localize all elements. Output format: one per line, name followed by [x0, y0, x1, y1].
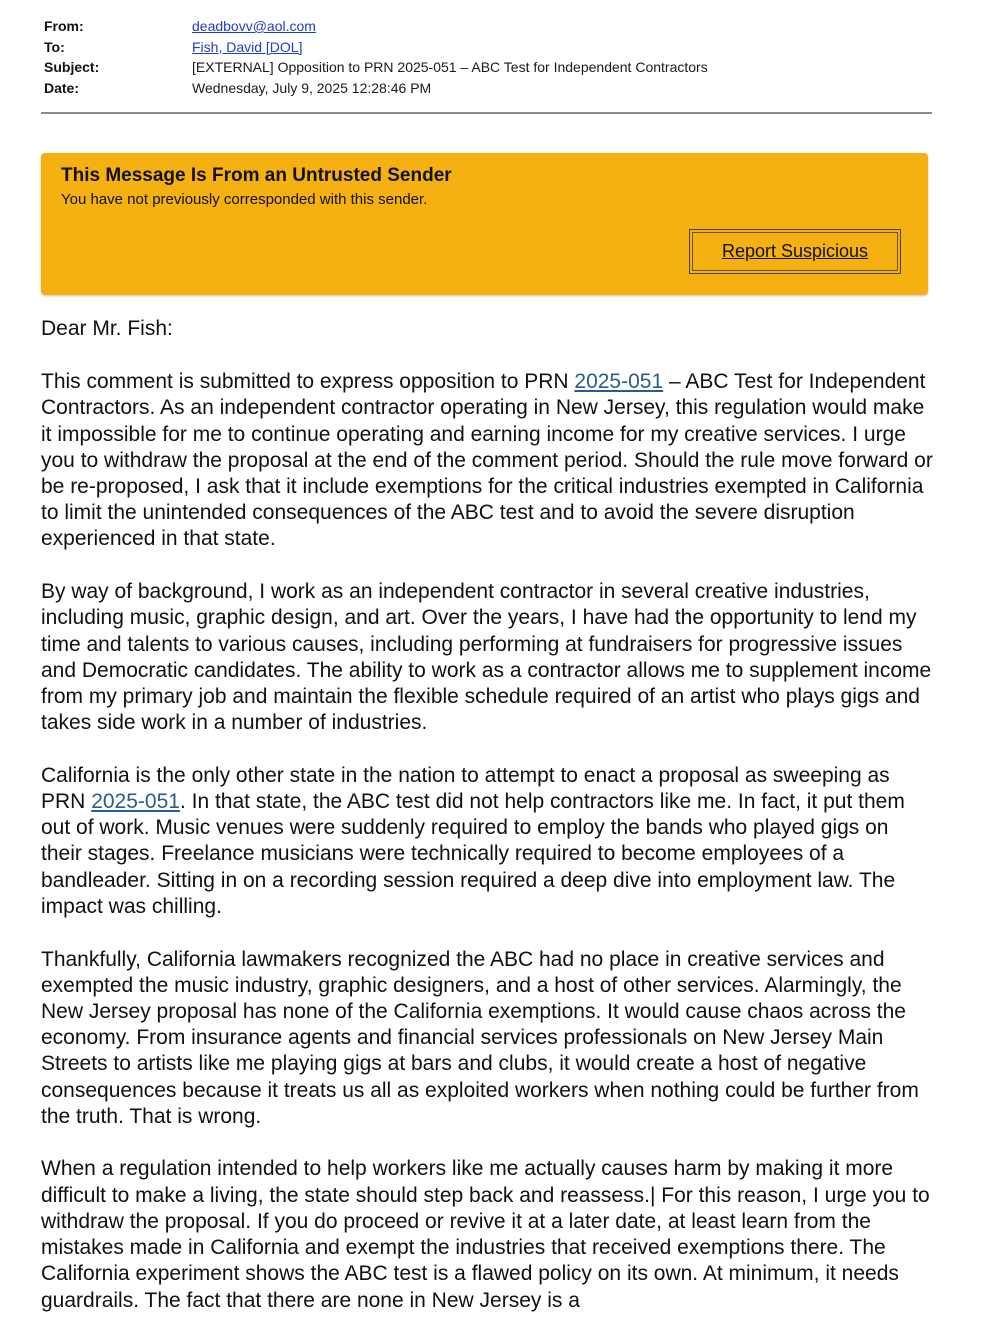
from-label: From: — [44, 18, 84, 34]
email-header — [44, 16, 934, 98]
to-recipient-link[interactable]: Fish, David [DOL] — [192, 38, 303, 55]
paragraph-1 — [41, 369, 933, 552]
to-label: To: — [44, 38, 65, 55]
letter-body — [41, 316, 933, 1340]
date-row — [44, 78, 934, 99]
paragraph-5: When a regulation intended to help workers like me actually causes harm by making it more difficult to make a living, the state should step back and reassess.| For this reason, I urge you to withdraw the proposal. If you do proceed or revive it at a later date, at least learn from the mistakes made in California and exempt the industries that received exemptions there. The California experiment shows the ABC test is a flawed policy on its own. At minimum, it needs guardrails. The fact that there are none in New Jersey is a — [41, 1157, 930, 1312]
paragraph-3 — [41, 763, 933, 920]
untrusted-sender-banner — [41, 153, 928, 295]
report-suspicious-button[interactable]: Report Suspicious — [689, 229, 901, 274]
paragraph-4: Thankfully, California lawmakers recognized the ABC had no place in creative services and exempted the music industry, graphic designers, and a host of other services. Alarmingly, the New Jersey proposal has none of the California exemptions. It would cause chaos across the economy. From insurance agents and financial services professionals on New Jersey Main Streets to artists like me playing gigs at bars and clubs, it would create a host of negative consequences because it treats us all as exploited workers when nothing could be further from the truth. That is wrong. — [41, 947, 919, 1128]
subject-value: [EXTERNAL] Opposition to PRN 2025-051 – ABC Test for Independent Contractors — [192, 59, 708, 75]
from-row — [44, 16, 934, 37]
date-value: Wednesday, July 9, 2025 12:28:46 PM — [192, 79, 432, 96]
paragraph-3-rest: . In that state, the ABC test did not help contractors like me. In fact, it put them out of work. Music venues were suddenly required to employ the bands who played gigs on their stages. Freelance musicians were technically required to become employees of a bandleader. Sitting in on a recording session required a deep dive into employment law. The impact was chilling. — [41, 790, 905, 918]
from-email-link[interactable]: deadbovv@aol.com — [192, 18, 316, 34]
banner-title: This Message Is From an Untrusted Sender — [61, 165, 452, 186]
subject-row — [44, 57, 934, 78]
paragraph-1-start: This comment is submitted to express opposition to PRN — [41, 370, 575, 394]
prn-link[interactable]: 2025-051 — [91, 790, 180, 814]
subject-label: Subject: — [44, 59, 100, 75]
header-divider — [41, 112, 932, 114]
greeting: Dear Mr. Fish: — [41, 317, 173, 340]
paragraph-3-start: California is the only other state in the nation to attempt to enact a proposal as sweeping as PRN — [41, 763, 890, 814]
paragraph-2: By way of background, I work as an independent contractor in several creative industries, including music, graphic design, and art. Over the years, I have had the opportunity to lend my time and talents to various causes, including performing at fundraisers for progressive issues and Democratic candidates. The ability to work as a contractor allows me to supplement income from my primary job and maintain the flexible schedule required of an artist who plays gigs and takes side work in a number of industries. — [41, 580, 932, 735]
prn-link[interactable]: 2025-051 — [574, 370, 664, 394]
date-label: Date: — [44, 79, 80, 96]
paragraph-1-rest: – ABC Test for Independent Contractors. As an independent contractor operating in New Jersey, this regulation would make it impossible for me to continue operating and earning income for my creative services. I urge you to withdraw the proposal at the end of the comment period. Should the rule move forward or be re-proposed, I ask that it include exemptions for the critical industries exempted in California to limit the unintended consequences of the ABC test and to avoid the severe disruption experienced in that state. — [41, 370, 933, 551]
to-row — [44, 37, 934, 58]
banner-subtitle: You have not previously corresponded with this sender. — [61, 191, 428, 208]
